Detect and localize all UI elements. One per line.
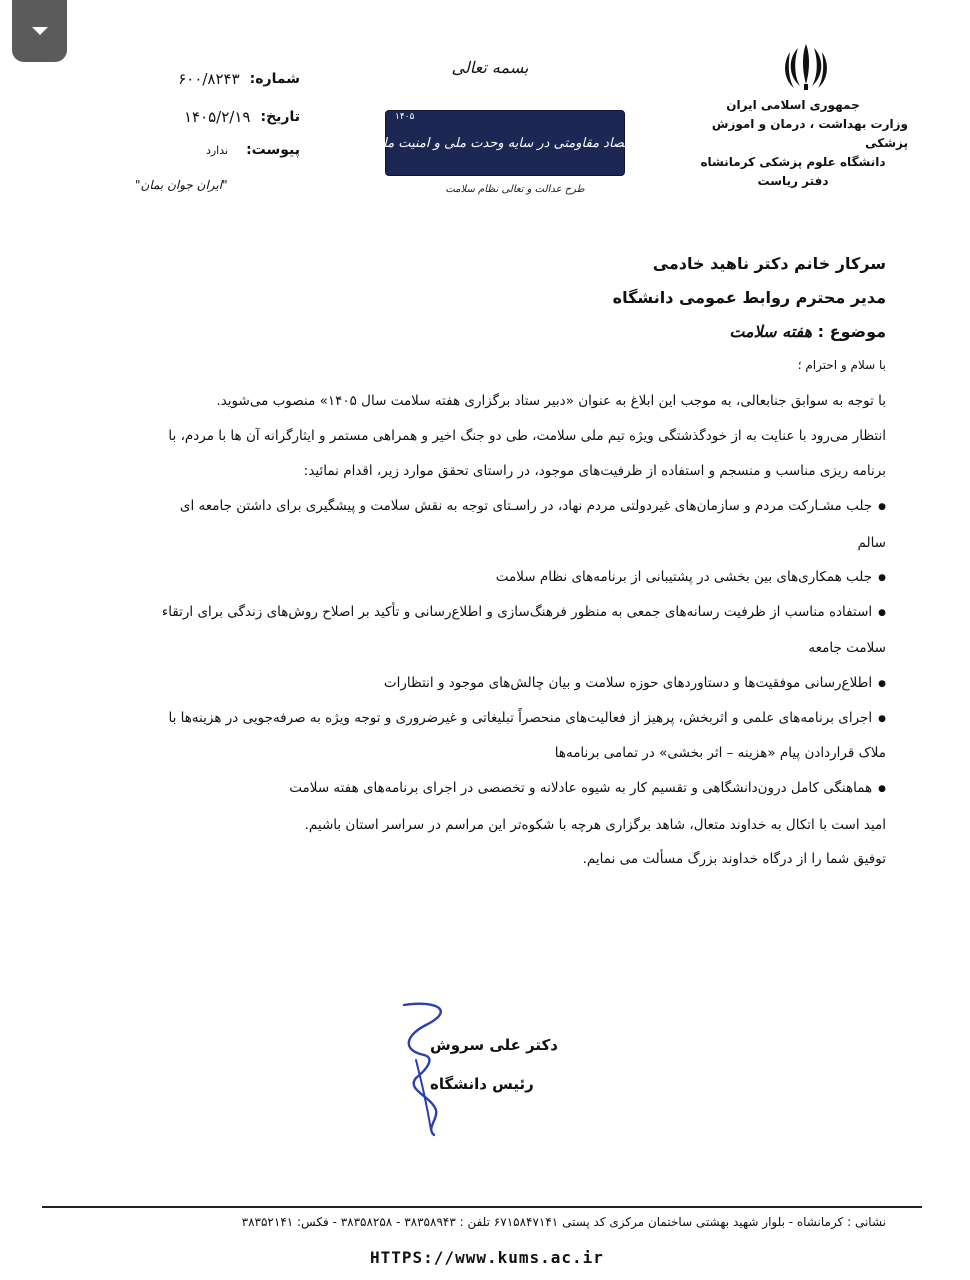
bullet-text: ● اجرای برنامه‌های علمی و اثربخش، پرهیز از فعالیت‌های منحصراً تبلیغاتی و غیرضروری و توجه ویژه به صرفه‌جویی در هزینه‌ها با bbox=[168, 710, 886, 726]
date-value: ۱۴۰۵/۲/۱۹ bbox=[183, 108, 251, 126]
bullet-continuation: ملاک قراردادن پیام «هزینه – اثر بخشی» در تمامی برنامه‌ها bbox=[554, 745, 886, 761]
addressee-title: مدیر محترم روابط عمومی دانشگاه bbox=[612, 288, 886, 307]
subject-label: موضوع : bbox=[817, 322, 886, 341]
bullet-continuation: سلامت جامعه bbox=[808, 640, 886, 656]
org-line-university: دانشگاه علوم پزشکی کرمانشاه bbox=[700, 155, 886, 169]
paragraph-1: با توجه به سوابق جنابعالی، به موجب این ابلاغ به عنوان «دبیر ستاد برگزاری هفته سلامت سال ۱۴۰۵» منصوب می‌شوید. bbox=[216, 393, 886, 409]
bullet-text: ● جلب همکاری‌های بین بخشی در پشتیبانی از برنامه‌های نظام سلامت bbox=[496, 569, 886, 585]
paragraph-4: امید است با اتکال به خداوند متعال، شاهد برگزاری هرچه با شکوه‌تر این مراسم در سراسر استان باشیم. bbox=[304, 817, 886, 833]
letter-attachment bbox=[140, 142, 300, 158]
org-line-country: جمهوری اسلامی ایران bbox=[726, 98, 860, 112]
bullet-item bbox=[289, 780, 886, 796]
slogan-text: اقتصاد مقاومتی در سایه وحدت ملی و امنیت ملی bbox=[372, 135, 638, 151]
bullet-continuation: سالم bbox=[857, 535, 886, 551]
subslogan: طرح عدالت و تعالی نظام سلامت bbox=[445, 184, 585, 195]
collapse-button[interactable] bbox=[12, 0, 67, 62]
slogan-year: ۱۴۰۵ bbox=[395, 112, 415, 122]
paragraph-3: برنامه ریزی مناسب و منسجم و استفاده از ظرفیت‌های موجود، در راستای تحقق موارد زیر، اقدام نمائید: bbox=[303, 463, 886, 479]
letter-number bbox=[140, 70, 300, 88]
iran-emblem-icon bbox=[780, 40, 832, 92]
bullet-text: ● جلب مشـارکت مردم و سازمان‌های غیردولتی مردم نهاد، در راسـتای توجه به نقش سلامت و پیشگیری برای داشتن جامعه ای bbox=[180, 498, 886, 514]
number-value: ۶۰۰/۸۲۴۳ bbox=[178, 70, 240, 88]
footer-website-link[interactable]: HTTPS://www.kums.ac.ir bbox=[370, 1248, 604, 1267]
bullet-text: ● هماهنگی کامل درون‌دانشگاهی و تقسیم کار به شیوه عادلانه و تخصصی در اجرای برنامه‌های هفته سلامت bbox=[289, 780, 886, 796]
subject-line bbox=[729, 322, 886, 341]
bullet-text: ● استفاده مناسب از ظرفیت رسانه‌های جمعی به منظور فرهنگ‌سازی و اطلاع‌رسانی و تأکید بر اصلاح روش‌های زندگی برای ارتقاء bbox=[162, 604, 886, 620]
number-label: شماره: bbox=[249, 71, 300, 87]
iran-slogan: "ایران جوان بمان" bbox=[135, 178, 228, 192]
signer-title: رئیس دانشگاه bbox=[430, 1075, 534, 1093]
bullet-text: ● اطلاع‌رسانی موفقیت‌ها و دستاوردهای حوزه سلامت و بیان چالش‌های موجود و انتظارات bbox=[384, 675, 886, 691]
letter-date bbox=[140, 108, 300, 126]
date-label: تاریخ: bbox=[260, 109, 300, 125]
bismillah: بسمه تعالی bbox=[451, 58, 529, 77]
bullet-item bbox=[384, 675, 886, 691]
paragraph-5: توفیق شما را از درگاه خداوند بزرگ مسألت می نمایم. bbox=[582, 851, 886, 867]
subject-value: هفته سلامت bbox=[729, 322, 813, 341]
handwritten-signature bbox=[396, 1000, 466, 1140]
slogan-banner bbox=[372, 110, 638, 176]
org-line-ministry: وزارت بهداشت ، درمان و اموزش پزشکی bbox=[711, 117, 908, 150]
paragraph-2: انتظار می‌رود با عنایت به از خودگذشتگی ویژه تیم ملی سلامت، طی دو جنگ اخیر و همراهی مستمر و ایثارگرانه آن ها با مردم، با bbox=[168, 428, 886, 444]
attachment-label: پیوست: bbox=[246, 142, 300, 158]
bullet-item bbox=[162, 604, 886, 620]
attachment-value: ندارد bbox=[205, 143, 229, 157]
greeting: با سلام و احترام ؛ bbox=[797, 358, 886, 372]
addressee-name: سرکار خانم دکتر ناهید خادمی bbox=[652, 254, 886, 273]
bullet-item bbox=[496, 569, 886, 585]
footer-divider bbox=[42, 1206, 922, 1208]
signer-name: دکتر علی سروش bbox=[430, 1036, 558, 1054]
chevron-down-icon bbox=[30, 25, 50, 37]
bullet-item bbox=[180, 498, 886, 514]
bullet-item bbox=[168, 710, 886, 726]
organization-header bbox=[678, 96, 908, 191]
footer-address: نشانی : کرمانشاه - بلوار شهید بهشتی ساختمان مرکزی کد پستی ۶۷۱۵۸۴۷۱۴۱ تلفن : ۳۸۳۵۸۹۴۳ - ۳۸۳۵۸۲۵۸ - فکس: ۳۸۳۵۲۱۴۱ bbox=[241, 1215, 886, 1229]
org-line-office: دفتر ریاست bbox=[757, 174, 829, 188]
